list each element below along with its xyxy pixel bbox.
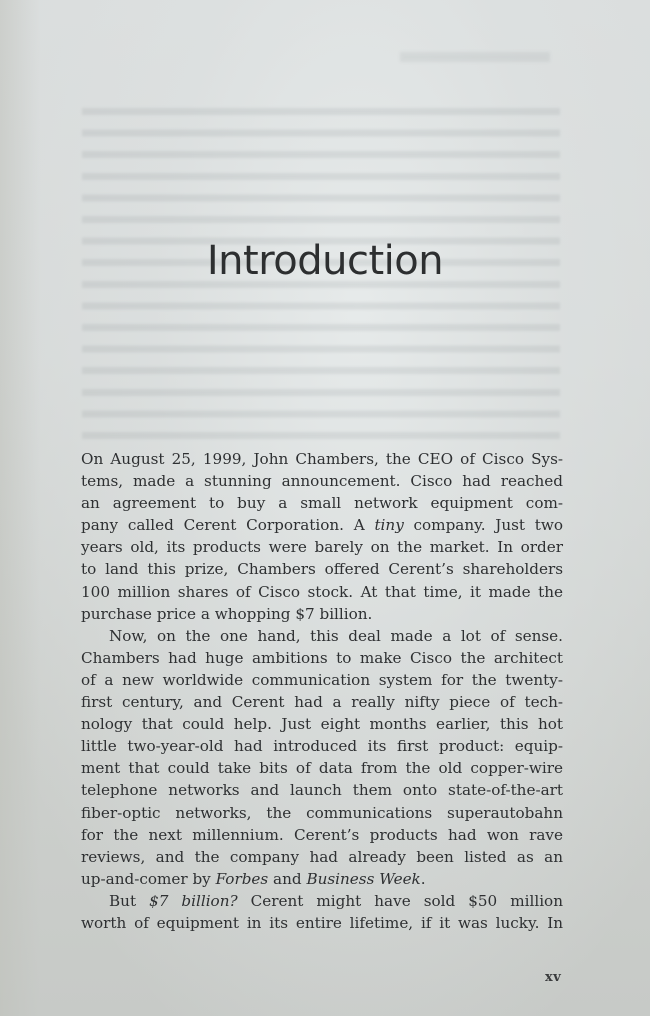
text-line: tems, made a stunning announcement. Cisco had reached bbox=[81, 472, 563, 491]
text-line: pany called Cerent Corporation. A tiny company. Just two bbox=[81, 516, 564, 535]
reverse-side-bleed-header bbox=[400, 52, 550, 62]
text-line: On August 25, 1999, John Chambers, the CEO of Cisco Sys- bbox=[81, 450, 563, 468]
paragraph-3 bbox=[81, 890, 563, 934]
italic-text: Business Week bbox=[306, 869, 421, 888]
text-line: worth of equipment in its entire lifetime, if it was lucky. In bbox=[81, 913, 563, 932]
paragraph-2 bbox=[81, 625, 563, 890]
text-line: telephone networks and launch them onto state-of-the-art bbox=[81, 781, 563, 800]
text-line: purchase price a whopping $7 billion. bbox=[81, 604, 373, 623]
text-line: of a new worldwide communication system for the twenty- bbox=[81, 670, 563, 689]
text-line: an agreement to buy a small network equipment com- bbox=[81, 494, 563, 513]
text-line: Chambers had huge ambitions to make Cisco the architect bbox=[81, 648, 563, 667]
text-line: for the next millennium. Cerent’s products had won rave bbox=[81, 825, 563, 844]
text-line: little two-year-old had introduced its first product: equip- bbox=[81, 737, 563, 756]
italic-text: Forbes bbox=[215, 869, 269, 888]
text-line: ment that could take bits of data from the old copper-wire bbox=[81, 759, 563, 778]
text-line: nology that could help. Just eight months earlier, this hot bbox=[81, 715, 563, 734]
text-line: fiber-optic networks, the communications superautobahn bbox=[81, 803, 563, 822]
text-line: 100 million shares of Cisco stock. At that time, it made the bbox=[81, 582, 563, 601]
text-line: up-and-comer by Forbes and Business Week. bbox=[81, 869, 426, 888]
paragraph-1 bbox=[81, 448, 563, 625]
text-line: reviews, and the company had already been listed as an bbox=[81, 847, 563, 866]
chapter-title: Introduction bbox=[206, 238, 444, 284]
text-line: to land this prize, Chambers offered Cerent’s shareholders bbox=[81, 560, 563, 579]
text-line: first century, and Cerent had a really nifty piece of tech- bbox=[81, 693, 563, 712]
text-line: But $7 billion? Cerent might have sold $50 million bbox=[109, 891, 563, 910]
italic-text: tiny bbox=[374, 516, 404, 535]
page-number: xv bbox=[545, 970, 562, 985]
body-text bbox=[81, 448, 563, 934]
text-line: years old, its products were barely on the market. In order bbox=[81, 538, 563, 557]
italic-text: $7 billion? bbox=[149, 891, 238, 910]
text-line: Now, on the one hand, this deal made a lot of sense. bbox=[109, 626, 563, 645]
